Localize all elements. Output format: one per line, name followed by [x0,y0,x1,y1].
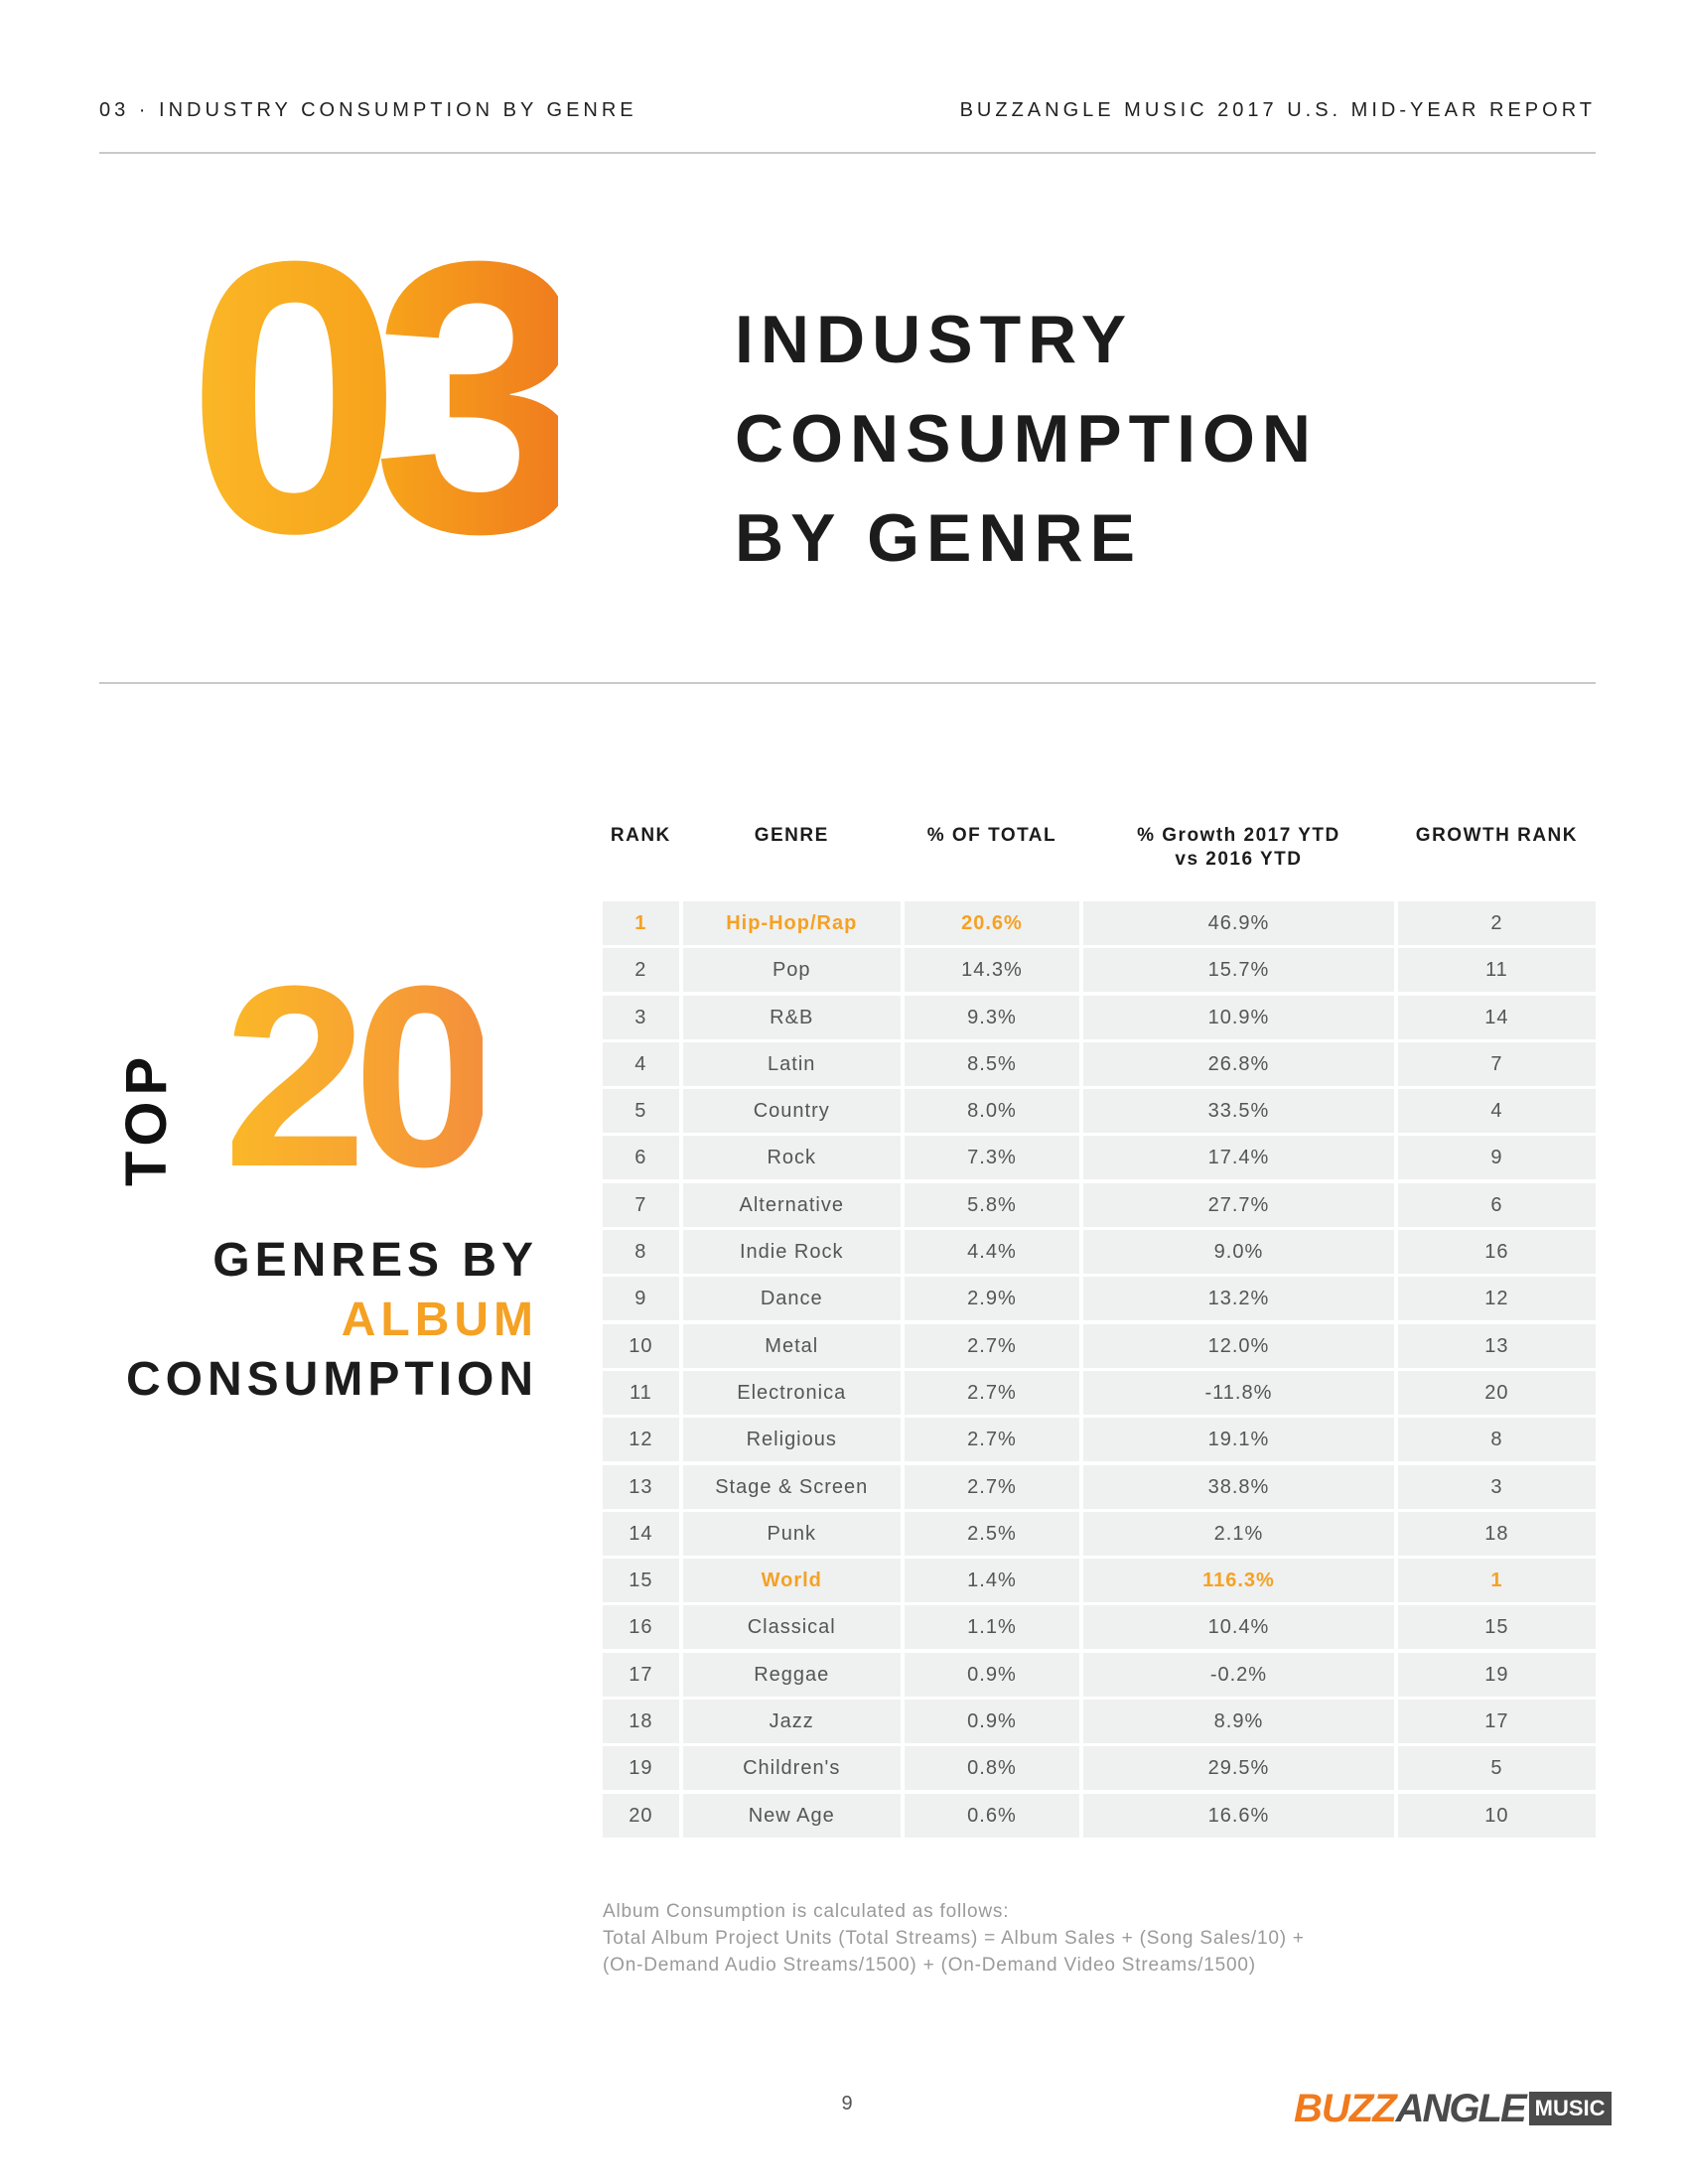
cell-pct-total: 2.7% [905,1324,1079,1368]
header-section-label: 03 · INDUSTRY CONSUMPTION BY GENRE [99,99,637,121]
cell-genre: Latin [683,1042,901,1086]
table-row [603,1136,1596,1179]
note-line-1: Album Consumption is calculated as follows: [603,1901,1010,1922]
cell-pct-total: 1.1% [905,1605,1079,1649]
cell-genre: Classical [683,1605,901,1649]
section-divider [99,682,1596,684]
logo-music: MUSIC [1529,2092,1612,2125]
table-row [603,1465,1596,1509]
table-row [603,1700,1596,1743]
cell-growth-rank: 19 [1398,1653,1596,1697]
cell-genre: Jazz [683,1700,901,1743]
cell-rank: 5 [603,1089,679,1133]
section-title [735,290,1318,588]
cell-genre: Indie Rock [683,1230,901,1274]
buzzangle-logo [1294,2087,1612,2130]
col-header-pct-total: % OF TOTAL [926,825,1057,846]
col-header-rank: RANK [610,825,671,846]
section-number: 03 [187,181,558,614]
cell-growth: 29.5% [1083,1746,1394,1790]
cell-growth: 33.5% [1083,1089,1394,1133]
col-header-growth-line-1: % Growth 2017 YTD [1137,825,1340,846]
cell-genre: Pop [683,948,901,992]
cell-pct-total: 2.9% [905,1277,1079,1320]
cell-growth: 15.7% [1083,948,1394,992]
cell-rank: 4 [603,1042,679,1086]
cell-rank: 9 [603,1277,679,1320]
cell-rank: 6 [603,1136,679,1179]
cell-growth-rank: 11 [1398,948,1596,992]
cell-rank: 1 [603,901,679,945]
top-label [114,1027,179,1186]
table-subtitle [126,1231,538,1410]
cell-growth: 116.3% [1083,1559,1394,1602]
cell-growth: 13.2% [1083,1277,1394,1320]
table-header [603,824,1596,895]
table-row [603,1605,1596,1649]
cell-pct-total: 0.8% [905,1746,1079,1790]
cell-growth-rank: 14 [1398,996,1596,1039]
cell-growth: 17.4% [1083,1136,1394,1179]
top-number: 20 [223,933,484,1221]
cell-rank: 19 [603,1746,679,1790]
table-row [603,1042,1596,1086]
cell-growth: 10.9% [1083,996,1394,1039]
cell-genre: Metal [683,1324,901,1368]
cell-growth: 9.0% [1083,1230,1394,1274]
cell-growth-rank: 5 [1398,1746,1596,1790]
header-divider [99,152,1596,154]
cell-growth: 26.8% [1083,1042,1394,1086]
cell-pct-total: 0.6% [905,1794,1079,1838]
cell-growth: 16.6% [1083,1794,1394,1838]
table-row [603,1183,1596,1227]
table-row [603,996,1596,1039]
header-report-title: BUZZANGLE MUSIC 2017 U.S. MID-YEAR REPORT [959,99,1596,121]
cell-growth-rank: 12 [1398,1277,1596,1320]
cell-rank: 8 [603,1230,679,1274]
cell-rank: 15 [603,1559,679,1602]
cell-growth-rank: 3 [1398,1465,1596,1509]
cell-genre: R&B [683,996,901,1039]
cell-rank: 14 [603,1512,679,1556]
cell-rank: 2 [603,948,679,992]
cell-growth-rank: 10 [1398,1794,1596,1838]
cell-genre: Reggae [683,1653,901,1697]
cell-pct-total: 1.4% [905,1559,1079,1602]
col-header-growth-rank: GROWTH RANK [1415,825,1578,846]
table-row [603,1418,1596,1461]
cell-pct-total: 8.5% [905,1042,1079,1086]
cell-genre: World [683,1559,901,1602]
table-row [603,1653,1596,1697]
cell-pct-total: 0.9% [905,1700,1079,1743]
section-title-line-3: BY GENRE [735,500,1142,576]
table-body [603,901,1596,1841]
cell-growth-rank: 7 [1398,1042,1596,1086]
cell-pct-total: 14.3% [905,948,1079,992]
col-header-genre: GENRE [754,825,829,846]
cell-pct-total: 20.6% [905,901,1079,945]
cell-genre: Stage & Screen [683,1465,901,1509]
cell-growth-rank: 15 [1398,1605,1596,1649]
cell-growth: 10.4% [1083,1605,1394,1649]
cell-growth-rank: 16 [1398,1230,1596,1274]
cell-rank: 10 [603,1324,679,1368]
col-header-growth [1083,824,1394,895]
table-row [603,1324,1596,1368]
cell-rank: 18 [603,1700,679,1743]
subtitle-line-2-accent: ALBUM [341,1294,538,1346]
cell-growth: 19.1% [1083,1418,1394,1461]
cell-growth-rank: 9 [1398,1136,1596,1179]
table-row [603,1746,1596,1790]
cell-genre: Religious [683,1418,901,1461]
cell-pct-total: 7.3% [905,1136,1079,1179]
genre-table [603,824,1596,1827]
cell-pct-total: 0.9% [905,1653,1079,1697]
cell-growth: 2.1% [1083,1512,1394,1556]
table-row [603,1794,1596,1838]
cell-genre: Electronica [683,1371,901,1415]
subtitle-line-3: CONSUMPTION [126,1353,538,1406]
cell-growth: 38.8% [1083,1465,1394,1509]
logo-angle: ANGLE [1395,2086,1525,2130]
table-row [603,901,1596,945]
table-row [603,1089,1596,1133]
table-row [603,1277,1596,1320]
cell-rank: 20 [603,1794,679,1838]
cell-genre: Alternative [683,1183,901,1227]
cell-genre: Children's [683,1746,901,1790]
cell-growth-rank: 20 [1398,1371,1596,1415]
cell-rank: 3 [603,996,679,1039]
cell-pct-total: 2.7% [905,1418,1079,1461]
cell-growth: -11.8% [1083,1371,1394,1415]
cell-growth: 46.9% [1083,901,1394,945]
cell-pct-total: 2.5% [905,1512,1079,1556]
page-number: 9 [841,2093,853,2115]
table-row [603,1371,1596,1415]
cell-rank: 16 [603,1605,679,1649]
cell-rank: 17 [603,1653,679,1697]
table-row [603,948,1596,992]
cell-growth: 27.7% [1083,1183,1394,1227]
table-row [603,1512,1596,1556]
section-title-line-2: CONSUMPTION [735,401,1318,477]
cell-growth: 8.9% [1083,1700,1394,1743]
note-line-3: (On-Demand Audio Streams/1500) + (On-Demand Video Streams/1500) [603,1955,1256,1976]
cell-genre: Country [683,1089,901,1133]
cell-growth-rank: 4 [1398,1089,1596,1133]
cell-genre: Dance [683,1277,901,1320]
calculation-note [603,1898,1305,1979]
table-row [603,1559,1596,1602]
cell-pct-total: 5.8% [905,1183,1079,1227]
cell-rank: 12 [603,1418,679,1461]
cell-growth: 12.0% [1083,1324,1394,1368]
table-row [603,1230,1596,1274]
cell-growth-rank: 13 [1398,1324,1596,1368]
cell-growth-rank: 17 [1398,1700,1596,1743]
note-line-2: Total Album Project Units (Total Streams) = Album Sales + (Song Sales/10) + [603,1928,1305,1949]
cell-growth-rank: 8 [1398,1418,1596,1461]
cell-genre: Rock [683,1136,901,1179]
cell-growth: -0.2% [1083,1653,1394,1697]
cell-genre: Punk [683,1512,901,1556]
cell-growth-rank: 2 [1398,901,1596,945]
cell-rank: 7 [603,1183,679,1227]
cell-genre: Hip-Hop/Rap [683,901,901,945]
cell-pct-total: 2.7% [905,1465,1079,1509]
cell-rank: 13 [603,1465,679,1509]
cell-growth-rank: 6 [1398,1183,1596,1227]
cell-rank: 11 [603,1371,679,1415]
col-header-growth-line-2: vs 2016 YTD [1175,849,1303,870]
cell-growth-rank: 18 [1398,1512,1596,1556]
cell-pct-total: 8.0% [905,1089,1079,1133]
top-word: TOP [114,1050,179,1186]
cell-pct-total: 2.7% [905,1371,1079,1415]
section-title-line-1: INDUSTRY [735,302,1134,377]
cell-genre: New Age [683,1794,901,1838]
subtitle-line-1: GENRES BY [212,1234,538,1287]
cell-pct-total: 4.4% [905,1230,1079,1274]
cell-pct-total: 9.3% [905,996,1079,1039]
cell-growth-rank: 1 [1398,1559,1596,1602]
logo-buzz: BUZZ [1294,2086,1396,2130]
